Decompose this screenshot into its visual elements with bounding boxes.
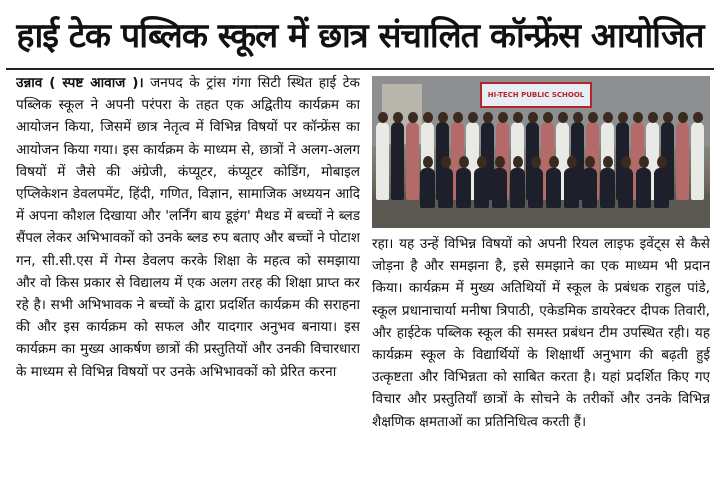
photo-person-seated xyxy=(492,168,507,208)
article-column-left xyxy=(16,72,360,488)
photo-person-head xyxy=(603,156,613,168)
photo-person-head xyxy=(549,156,559,168)
article-column-right xyxy=(372,233,710,485)
photo-person-head xyxy=(648,112,658,123)
photo-person-head xyxy=(567,156,577,168)
photo-person-head xyxy=(477,156,487,168)
photo-person-head xyxy=(693,112,703,123)
photo-person-head xyxy=(663,112,673,123)
photo-person-seated xyxy=(618,168,633,208)
headline-divider xyxy=(6,68,714,70)
photo-person-head xyxy=(639,156,649,168)
photo-person-head xyxy=(408,112,418,123)
photo-person-seated xyxy=(636,168,651,208)
dateline: उन्नाव ( स्पष्ट आवाज )। xyxy=(16,75,144,91)
photo-person-head xyxy=(459,156,469,168)
photo-person-head xyxy=(453,112,463,123)
photo-person-head xyxy=(657,156,667,168)
photo-person-seated xyxy=(564,168,579,208)
photo-person-head xyxy=(483,112,493,123)
photo-person-head xyxy=(441,156,451,168)
photo-person-head xyxy=(585,156,595,168)
photo-person-seated xyxy=(456,168,471,208)
photo-person-head xyxy=(498,112,508,123)
article-text-right: रहा। यह उन्हें विभिन्न विषयों को अपनी रियल लाइफ इवेंट्स से कैसे जोड़ना है और समझना है, इसे समझाने का एक माध्यम भी प्रदान किया। कार्यक्रम में मुख्य अतिथियों में स्कूल के प्रबंधक राहुल पांडे, स्कूल प्रधानाचार्या मनीषा त्रिपाठी, एकेडमिक डायरेक्टर दीपक तिवारी, और हाईटेक पब्लिक स्कूल की समस्त प्रबंधन टीम उपस्थित रही। यह कार्यक्रम स्कूल के विद्यार्थियों के शिक्षार्थी अनुभाग की बढ़ती हुई उत्कृष्टता और विभिन्नता को साबित करता है। यहां प्रदर्शित किए गए विचार और प्रस्तुतियाँ छात्रों के सोचने के तरीकों और उनके विभिन्न शैक्षणिक क्षमताओं का प्रतिनिधित्व करती हैं। xyxy=(372,236,710,430)
photo-person-seated xyxy=(600,168,615,208)
photo-person-seated xyxy=(654,168,669,208)
photo-person-head xyxy=(423,156,433,168)
photo-person xyxy=(376,122,389,200)
photo-person xyxy=(676,122,689,200)
photo-person-head xyxy=(633,112,643,123)
photo-person-seated xyxy=(474,168,489,208)
photo-person-head xyxy=(378,112,388,123)
article-text-left: जनपद के ट्रांस गंगा सिटी स्थित हाई टेक पब्लिक स्कूल ने अपनी परंपरा के तहत एक अद्वितीय कार्यक्रम का आयोजन किया, जिसमें छात्र नेतृत्व में विभिन्न विषयों पर कॉन्फ्रेंस का आयोजन किया गया। इस कार्यक्रम के माध्यम से, छात्रों ने अलग-अलग विषयों में जैसे की अंग्रेजी, कंप्यूटर, कंप्यूटर कोडिंग, मोबाइल एप्लिकेशन डेवलपमेंट, हिंदी, गणित, विज्ञान, सामाजिक अध्ययन आदि में अपना कौशल दिखाया और 'लर्निंग बाय डूइंग' मैथड में बच्चों ने ब्लड सैंपल लेकर अभिभावकों को उनके ब्लड रुप बताए और बच्चों ने पोटाश गन, सी.सी.एस में गेम्स डेवलप करके शिक्षा के महत्व को समझाया और वो किस प्रकार से विद्यालय में एक अलग तरह की शिक्षा प्राप्त कर रहे है। सभी अभिभावक ने बच्चों के द्वारा प्रदर्शित कार्यक्रम की सराहना की और इस कार्यक्रम को सफल और यादगार अनुभव बनाया। इस कार्यक्रम का मुख्य आकर्षण छात्रों की प्रस्तुतियों और उनकी विचारधारा के माध्यम से विभिन्न विषयों पर उनके अभिभावकों को प्रेरित करना xyxy=(16,75,360,380)
photo-person-seated xyxy=(510,168,525,208)
photo-person-seated xyxy=(438,168,453,208)
photo-person-head xyxy=(438,112,448,123)
photo-person-head xyxy=(621,156,631,168)
photo-person-seated xyxy=(582,168,597,208)
photo-person-seated xyxy=(420,168,435,208)
photo-person-head xyxy=(588,112,598,123)
photo-person-head xyxy=(603,112,613,123)
photo-person xyxy=(406,122,419,200)
photo-person-seated xyxy=(528,168,543,208)
photo-person-head xyxy=(513,112,523,123)
photo-person-head xyxy=(618,112,628,123)
photo-person-head xyxy=(393,112,403,123)
photo-person-head xyxy=(468,112,478,123)
photo-person xyxy=(691,122,704,200)
photo-person-head xyxy=(531,156,541,168)
photo-person-head xyxy=(513,156,523,168)
photo-person-head xyxy=(543,112,553,123)
photo-person-head xyxy=(573,112,583,123)
photo-person-head xyxy=(495,156,505,168)
photo-person-head xyxy=(558,112,568,123)
photo-person-head xyxy=(528,112,538,123)
photo-person xyxy=(391,122,404,200)
headline: हाई टेक पब्लिक स्कूल में छात्र संचालित कॉन्फ्रेंस आयोजित xyxy=(16,16,704,56)
photo-person-head xyxy=(423,112,433,123)
photo-person-head xyxy=(678,112,688,123)
group-photo xyxy=(372,76,710,228)
school-banner: HI-TECH PUBLIC SCHOOL xyxy=(480,82,592,108)
photo-person-seated xyxy=(546,168,561,208)
